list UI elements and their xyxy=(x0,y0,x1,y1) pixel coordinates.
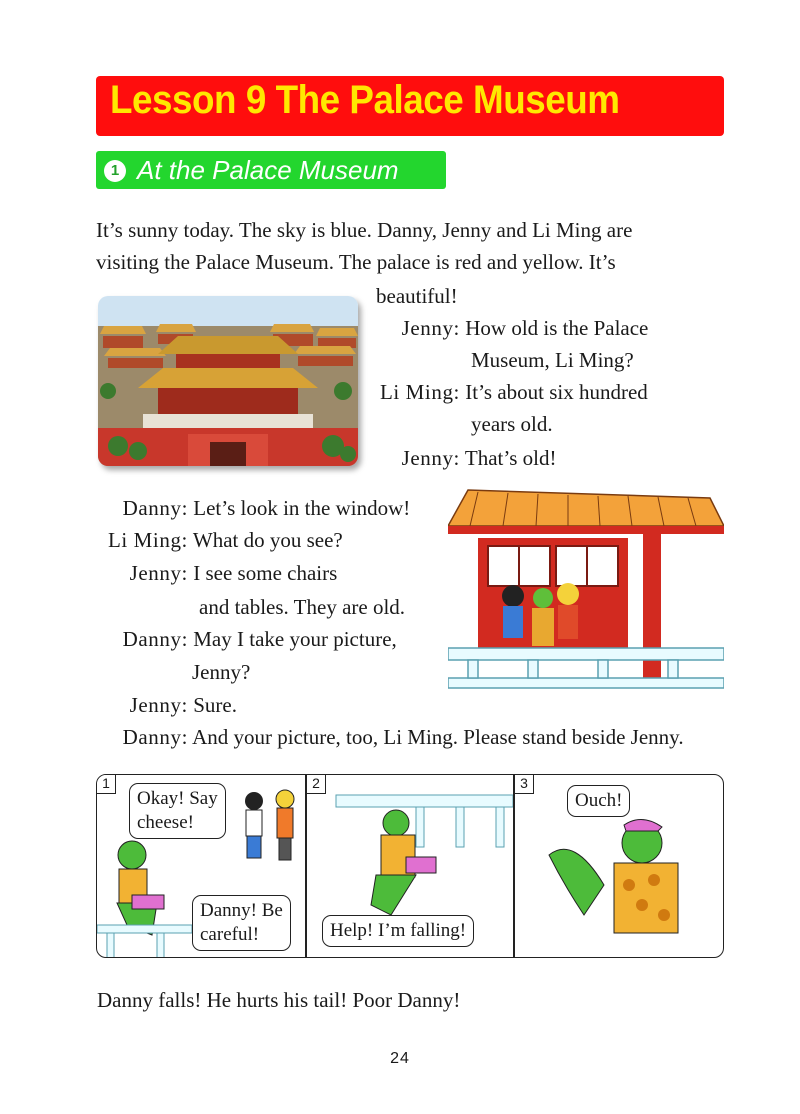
dialogue-line xyxy=(96,623,397,655)
dialogue-line xyxy=(96,721,684,753)
speaker: Jenny: xyxy=(129,561,188,585)
dialogue-continuation: Museum, Li Ming? xyxy=(471,348,634,372)
speaker: Li Ming: xyxy=(107,528,188,552)
section-title: At the Palace Museum xyxy=(137,155,399,185)
comic-strip xyxy=(96,774,724,958)
dialogue-line xyxy=(96,524,343,556)
dialogue-text: That’s old! xyxy=(464,446,557,470)
speech-text: Help! I’m falling! xyxy=(330,920,467,941)
dialogue-continuation: and tables. They are old. xyxy=(199,595,406,619)
dialogue-text: I see some chairs xyxy=(193,561,338,585)
palace-window-illustration xyxy=(448,488,724,708)
dialogue-line xyxy=(376,376,648,408)
dialogue-text: And your picture, too, Li Ming. Please stand beside Jenny. xyxy=(192,725,684,749)
dialogue-continuation: Jenny? xyxy=(192,660,251,684)
dialogue-continuation: years old. xyxy=(471,412,553,436)
speech-bubble xyxy=(192,895,291,951)
panel-number: 2 xyxy=(307,775,326,794)
dialogue-text: What do you see? xyxy=(192,528,343,552)
dialogue-line xyxy=(376,312,648,344)
intro-line-2: visiting the Palace Museum. The palace is red and yellow. It’s xyxy=(96,250,616,274)
dialogue-text: Sure. xyxy=(193,693,237,717)
lesson-title: Lesson 9 The Palace Museum xyxy=(110,78,620,122)
speaker: Li Ming: xyxy=(379,380,460,404)
speaker: Danny: xyxy=(122,725,188,749)
speech-text: careful! xyxy=(200,924,260,945)
speaker: Jenny: xyxy=(129,693,188,717)
dialogue-line xyxy=(376,442,556,474)
speech-text: Danny! Be xyxy=(200,900,283,921)
speech-bubble xyxy=(322,915,474,947)
dialogue-text: It’s about six hundred xyxy=(465,380,648,404)
panel-number: 1 xyxy=(97,775,116,794)
dialogue-line xyxy=(96,492,410,524)
speech-text: Okay! Say xyxy=(137,788,218,809)
dialogue-text: Let’s look in the window! xyxy=(193,496,411,520)
dialogue-text: How old is the Palace xyxy=(465,316,649,340)
speech-text: Ouch! xyxy=(575,790,623,811)
speech-text: cheese! xyxy=(137,812,194,833)
speaker: Jenny: xyxy=(401,316,460,340)
speech-bubble xyxy=(129,783,226,839)
intro-line-1: It’s sunny today. The sky is blue. Danny, Jenny and Li Ming are xyxy=(96,218,633,242)
speaker: Jenny: xyxy=(401,446,460,470)
intro-line-3: beautiful! xyxy=(376,284,458,308)
closing-sentence: Danny falls! He hurts his tail! Poor Danny! xyxy=(97,988,461,1012)
palace-museum-photo xyxy=(98,296,358,466)
speaker: Danny: xyxy=(122,496,188,520)
dialogue-text: May I take your picture, xyxy=(193,627,397,651)
speaker: Danny: xyxy=(122,627,188,651)
section-number: 1 xyxy=(104,160,126,182)
dialogue-line xyxy=(96,689,237,721)
speech-bubble xyxy=(567,785,630,817)
dialogue-line xyxy=(96,557,337,589)
page-number: 24 xyxy=(390,1050,410,1067)
panel-number: 3 xyxy=(515,775,534,794)
